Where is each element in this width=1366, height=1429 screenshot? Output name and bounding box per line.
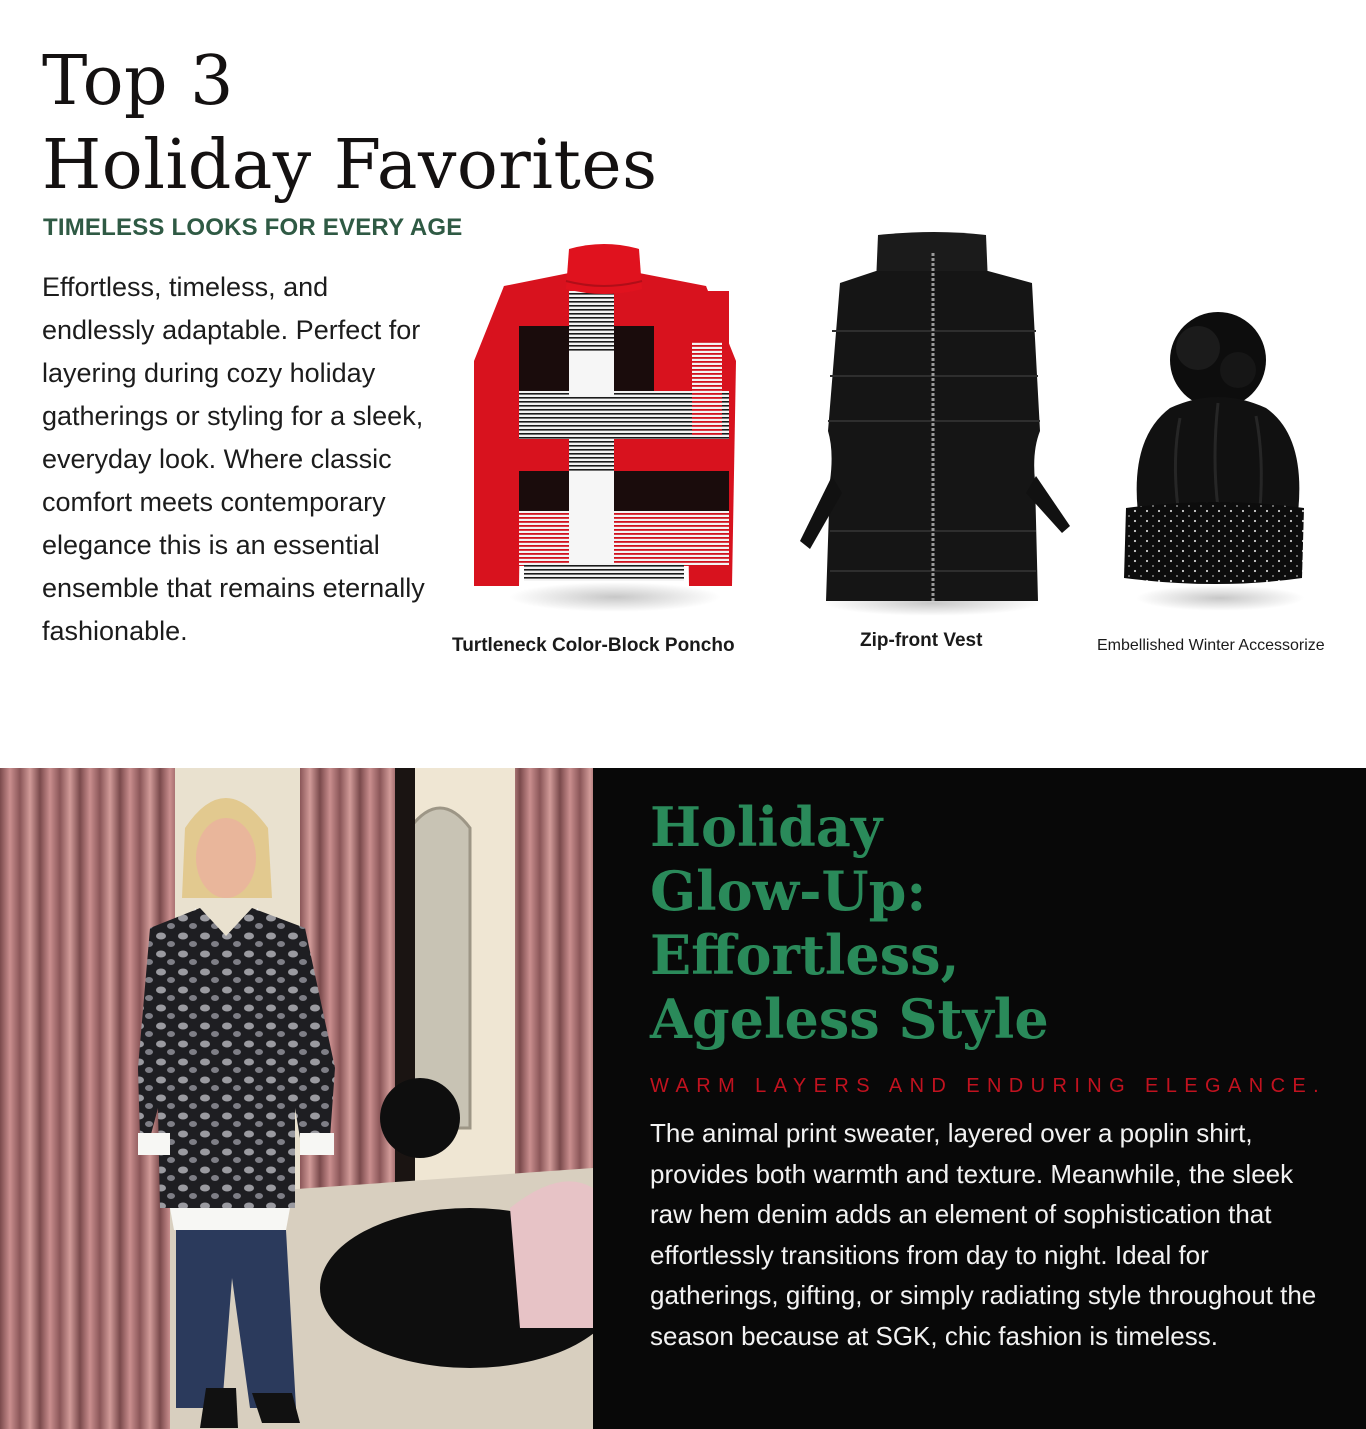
page-title bbox=[42, 40, 658, 208]
product-caption-beanie[interactable]: Embellished Winter Accessorize bbox=[1097, 637, 1325, 654]
beanie-shadow bbox=[1135, 585, 1305, 611]
feature-title-line1: Holiday bbox=[650, 795, 883, 859]
poncho-image[interactable] bbox=[474, 241, 736, 589]
feature-body: The animal print sweater, layered over a poplin shirt, provides both warmth and texture. Meanwhile, the sleek raw hem denim adds an element of sophistication that effortlessly transitions from day to night. Ideal for gatherings, gifting, or simply radiating style throughout the season because at SGK, chic fashion is timeless. bbox=[650, 1118, 1317, 1351]
feature-title-line4: Ageless Style bbox=[650, 987, 1049, 1051]
beanie-image[interactable] bbox=[1120, 308, 1310, 588]
model-photo bbox=[0, 768, 593, 1429]
intro-paragraph: Effortless, timeless, and endlessly adaptable. Perfect for layering during cozy holiday gatherings or styling for a sleek, everyday look. Where classic comfort meets contemporary elegance this is an essential ensemble that remains eternally fashionable. bbox=[42, 272, 425, 646]
section-subtitle: TIMELESS LOOKS FOR EVERY AGE bbox=[43, 214, 463, 241]
feature-title-line3: Effortless, bbox=[650, 923, 960, 987]
page-title-line2: Holiday Favorites bbox=[42, 126, 658, 205]
feature-title-line2: Glow-Up: bbox=[650, 859, 927, 923]
product-caption-poncho[interactable]: Turtleneck Color-Block Poncho bbox=[452, 635, 735, 656]
page-title-line1: Top 3 bbox=[42, 42, 234, 121]
feature-tagline: WARM LAYERS AND ENDURING ELEGANCE. bbox=[650, 1075, 1327, 1097]
vest-image[interactable] bbox=[800, 231, 1072, 607]
feature-title bbox=[650, 795, 1049, 1051]
product-caption-vest[interactable]: Zip-front Vest bbox=[860, 630, 983, 651]
